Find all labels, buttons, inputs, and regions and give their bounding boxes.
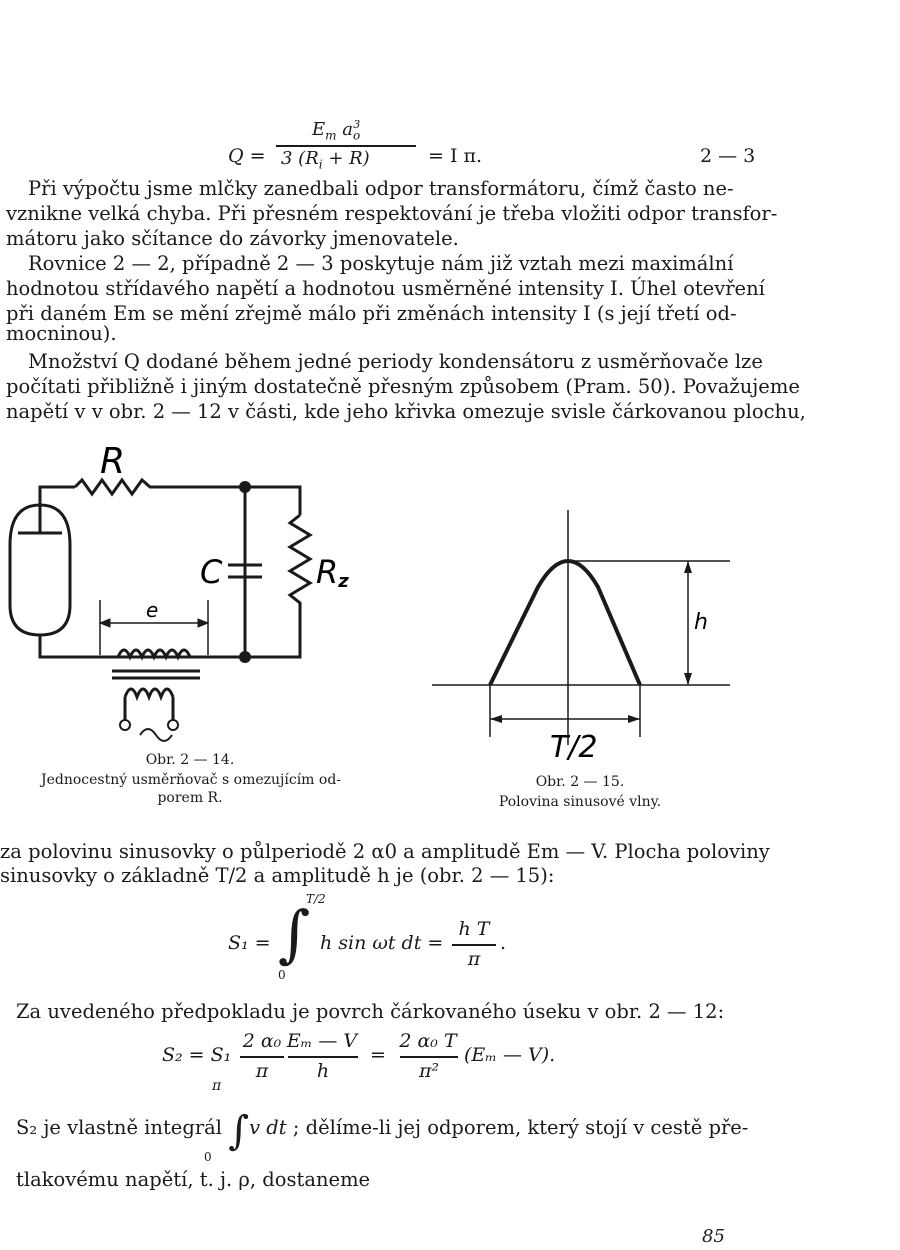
text-line: hodnotou střídavého napětí a hodnotou usměrněné intensity I. Úhel otevření: [6, 277, 765, 300]
eq-lhs: S₁ =: [228, 932, 271, 954]
fraction-bar: [452, 944, 496, 946]
text-line: S₂ je vlastně integrál ∫v dt ; dělíme-li jej odporem, který stojí v cestě pře-: [16, 1108, 749, 1154]
fraction-numerator: h T: [458, 918, 490, 940]
integral-lower-limit: 0: [278, 968, 286, 982]
label-e: e: [146, 598, 159, 622]
eq-tail: (Eₘ — V).: [464, 1044, 556, 1066]
paragraph-7: tlakovému napětí, t. j. ρ, dostaneme: [16, 1168, 371, 1191]
text-line: Při výpočtu jsme mlčky zanedbali odpor transformátoru, čímž často ne-: [28, 177, 734, 200]
ac-source-icon: [140, 729, 172, 741]
text-line: napětí v v obr. 2 — 12 v části, kde jeho křivka omezuje svisle čárkovanou plochu,: [6, 400, 806, 423]
caption-number: Obr. 2 — 15.: [535, 774, 625, 790]
fraction-denominator: π: [467, 948, 481, 970]
label-h: h: [694, 610, 708, 635]
junction-dot: [239, 481, 251, 493]
resistor-r-icon: [75, 480, 245, 494]
eq-number: 2 — 3: [700, 145, 756, 167]
resistor-rz-icon: [245, 515, 310, 657]
equation-s2: [162, 1026, 622, 1086]
transformer-secondary-icon: [118, 650, 190, 657]
integral-sign: ∫: [278, 897, 311, 970]
fraction-numerator: 2 α₀: [242, 1030, 282, 1052]
fraction-denominator: π²: [418, 1060, 440, 1082]
caption-text: Jednocestný usměrňovač s omezujícím od-: [40, 772, 342, 788]
fraction-bar: [288, 1056, 358, 1058]
fraction-denominator: h: [316, 1060, 330, 1082]
caption-text: Polovina sinusové vlny.: [498, 794, 662, 810]
text-line: vznikne velká chyba. Při přesném respektování je třeba vložiti odpor transfor-: [6, 202, 778, 225]
caption-number: Obr. 2 — 14.: [145, 752, 235, 768]
half-sine-curve: [490, 561, 640, 685]
page-number: 85: [702, 1226, 725, 1247]
integrand: h sin ωt dt =: [320, 932, 444, 954]
eq-fraction: [276, 118, 416, 178]
eq-lhs: S₂ = S₁: [162, 1044, 232, 1066]
eq-lhs: Q =: [228, 145, 266, 167]
text-line: Rovnice 2 — 2, případně 2 — 3 poskytuje nám již vztah mezi maximální: [28, 252, 734, 275]
integral-upper-limit: π: [212, 1078, 222, 1094]
integral-sign: ∫: [228, 1108, 250, 1154]
eq-rhs: = I π.: [428, 145, 483, 167]
figure-2-14-circuit: [0, 435, 420, 745]
fraction-bar: [240, 1056, 284, 1058]
equation-s1: [228, 892, 548, 984]
fraction-numerator: Eₘ — V: [286, 1030, 358, 1052]
text-line: sinusovky o základně T/2 a amplitudě h je (obr. 2 — 15):: [0, 864, 555, 887]
fraction-numerator: 2 α₀ T: [399, 1030, 457, 1052]
label-rz: Rz: [316, 553, 349, 592]
label-r: R: [100, 441, 126, 482]
eq-numerator: $E_m$ $a_o^3$: [312, 118, 361, 143]
transformer-primary-icon: [125, 689, 173, 720]
text-line: mocninou).: [6, 322, 117, 345]
integral-upper-limit: T/2: [306, 892, 326, 906]
text-line: za polovinu sinusovky o půlperiodě 2 α0 a amplitudě Em — V. Plocha poloviny: [0, 840, 770, 863]
eq-denominator: 3 $(R_i + R)$: [281, 148, 370, 172]
caption-text: porem R.: [157, 790, 223, 806]
integral-lower-limit: 0: [204, 1150, 212, 1164]
text-line: Množství Q dodané během jedné periody kondensátoru z usměrňovače lze: [28, 350, 763, 373]
eq-sign: =: [370, 1044, 386, 1066]
text-line: počítati přibližně i jiným dostatečně přesným způsobem (Pram. 50). Považujeme: [6, 375, 800, 398]
fraction-bar: [400, 1056, 458, 1058]
fraction-denominator: π: [255, 1060, 269, 1082]
label-t-half: T/2: [550, 730, 598, 765]
fraction-bar: [276, 145, 416, 147]
text-line: při daném Em se mění zřejmě málo při změnách intensity I (s její třetí od-: [6, 302, 737, 325]
eq-end: .: [500, 932, 507, 954]
paragraph-5: Za uvedeného předpokladu je povrch čárkovaného úseku v obr. 2 — 12:: [16, 1000, 725, 1023]
junction-dot: [239, 651, 251, 663]
label-c: C: [200, 553, 223, 591]
figure-2-15-half-sine: [420, 505, 750, 770]
text-line: mátoru jako sčítance do závorky jmenovatele.: [6, 227, 459, 250]
